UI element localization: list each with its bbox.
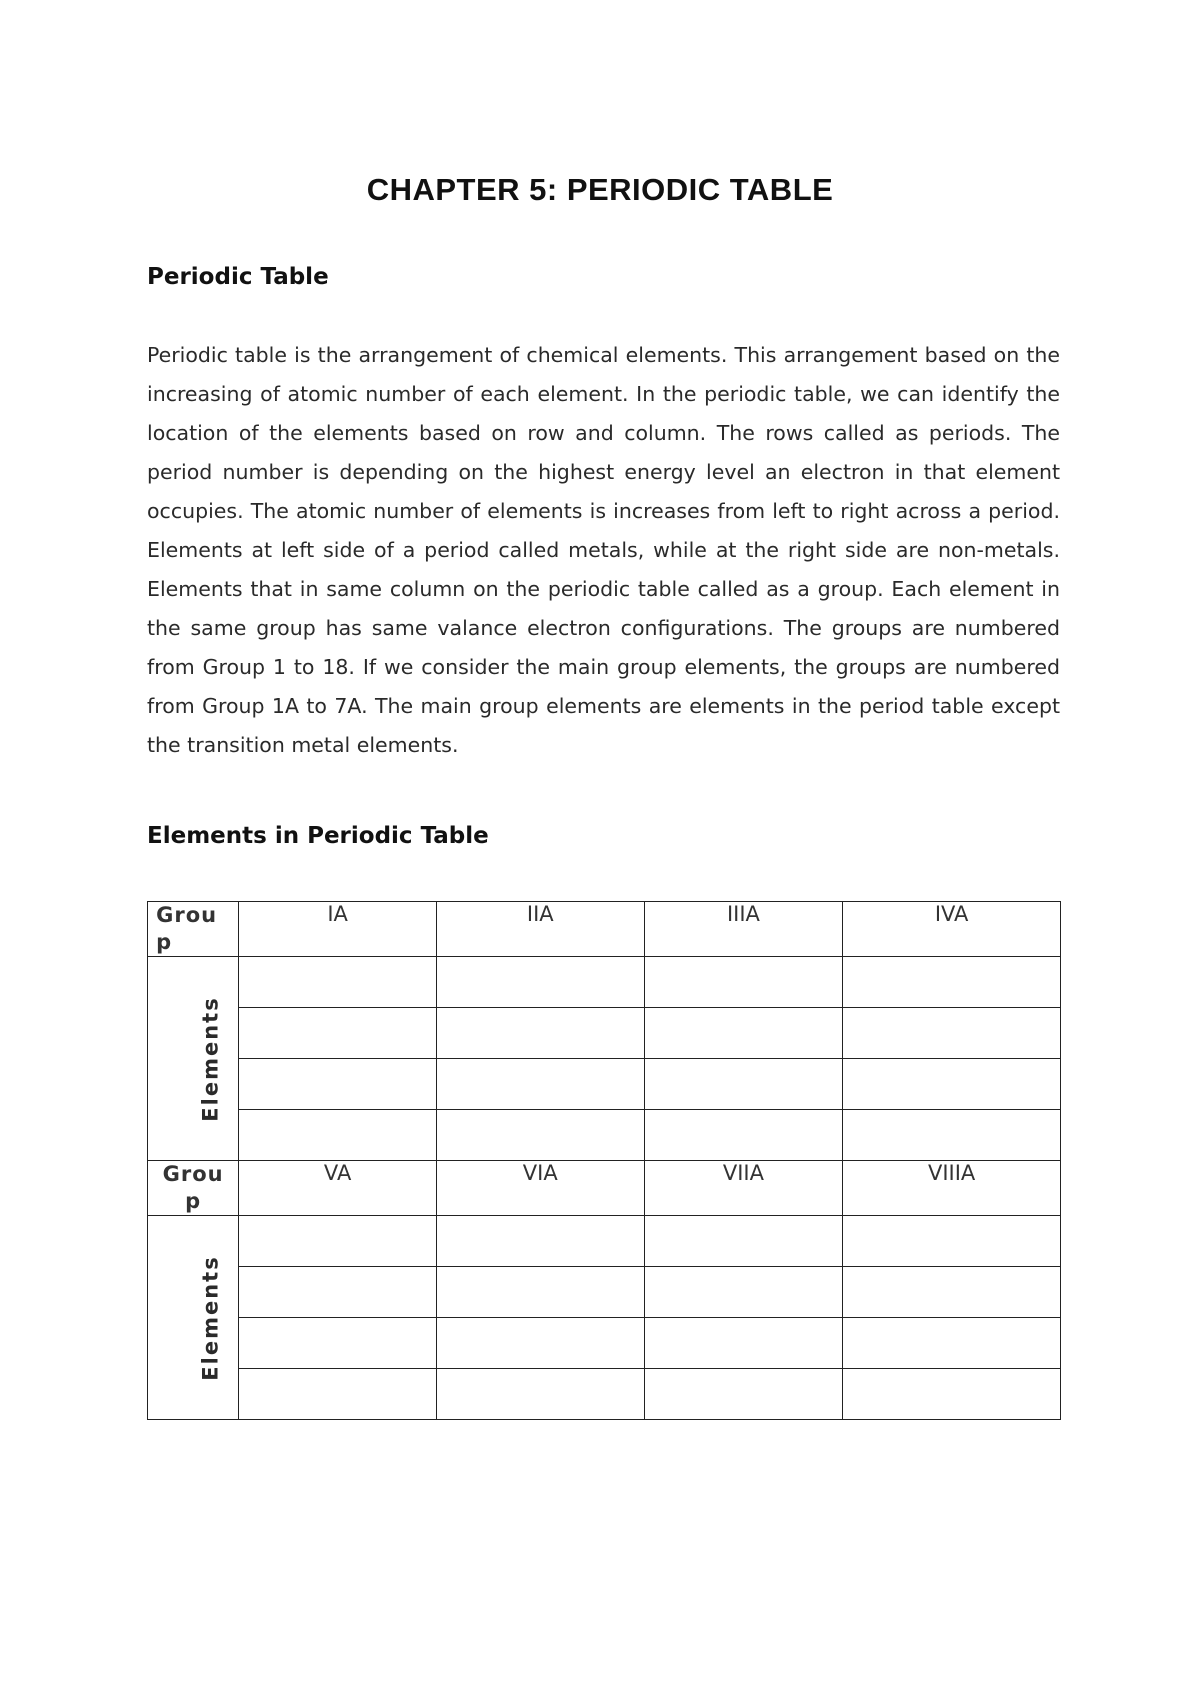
blank-entry-cell[interactable] xyxy=(843,1318,1061,1369)
table-row xyxy=(148,1318,1061,1369)
blank-entry-cell[interactable] xyxy=(239,1318,437,1369)
table-row xyxy=(148,1369,1061,1420)
blank-entry-cell[interactable] xyxy=(436,1267,644,1318)
group-label-text: Group xyxy=(162,1162,224,1213)
group-header-cell: IIA xyxy=(436,902,644,957)
blank-entry-cell[interactable] xyxy=(239,1216,437,1267)
table-row xyxy=(148,957,1061,1008)
blank-entry-cell[interactable] xyxy=(436,1369,644,1420)
blank-entry-cell[interactable] xyxy=(436,1110,644,1161)
elements-worksheet-table xyxy=(147,901,1061,1420)
table-row xyxy=(148,1059,1061,1110)
blank-entry-cell[interactable] xyxy=(644,957,843,1008)
table-row xyxy=(148,1267,1061,1318)
blank-entry-cell[interactable] xyxy=(843,1216,1061,1267)
blank-entry-cell[interactable] xyxy=(644,1008,843,1059)
group-header-cell: VA xyxy=(239,1161,437,1216)
table-row-group-header-top xyxy=(148,902,1061,957)
elements-label-cell xyxy=(148,957,239,1161)
group-header-cell: VIIA xyxy=(644,1161,843,1216)
group-label-text: Group xyxy=(156,903,218,954)
chapter-title: CHAPTER 5: PERIODIC TABLE xyxy=(366,172,834,207)
blank-entry-cell[interactable] xyxy=(239,1369,437,1420)
group-header-cell: IA xyxy=(239,902,437,957)
elements-label-text: Elements xyxy=(198,995,223,1122)
table-row xyxy=(148,1216,1061,1267)
group-label-cell xyxy=(148,1161,239,1216)
blank-entry-cell[interactable] xyxy=(239,1110,437,1161)
group-header-cell: VIA xyxy=(436,1161,644,1216)
group-label-cell xyxy=(148,902,239,957)
blank-entry-cell[interactable] xyxy=(644,1110,843,1161)
group-header-cell: IVA xyxy=(843,902,1061,957)
blank-entry-cell[interactable] xyxy=(843,1059,1061,1110)
group-header-cell: VIIIA xyxy=(843,1161,1061,1216)
periodic-table-paragraph: Periodic table is the arrangement of chemical elements. This arrangement based on the increasing of atomic number of each element. In the periodic table, we can identify the location of the elements based on row and column. The rows called as periods. The period number is depending on the highest energy level an electron in that element occupies. The atomic number of elements is increases from left to right across a period. Elements at left side of a period called metals, while at the right side are non-metals. Elements that in same column on the periodic table called as a group. Each element in the same group has same valance electron configurations. The groups are numbered from Group 1 to 18. If we consider the main group elements, the groups are numbered from Group 1A to 7A. The main group elements are elements in the period table except the transition metal elements. xyxy=(147,343,1060,757)
blank-entry-cell[interactable] xyxy=(644,1059,843,1110)
table-row xyxy=(148,1110,1061,1161)
group-header-cell: IIIA xyxy=(644,902,843,957)
blank-entry-cell[interactable] xyxy=(843,1267,1061,1318)
blank-entry-cell[interactable] xyxy=(436,1059,644,1110)
blank-entry-cell[interactable] xyxy=(239,1267,437,1318)
blank-entry-cell[interactable] xyxy=(644,1369,843,1420)
blank-entry-cell[interactable] xyxy=(436,957,644,1008)
blank-entry-cell[interactable] xyxy=(436,1008,644,1059)
blank-entry-cell[interactable] xyxy=(436,1318,644,1369)
blank-entry-cell[interactable] xyxy=(239,957,437,1008)
blank-entry-cell[interactable] xyxy=(644,1216,843,1267)
blank-entry-cell[interactable] xyxy=(239,1059,437,1110)
table-row xyxy=(148,1008,1061,1059)
blank-entry-cell[interactable] xyxy=(644,1267,843,1318)
blank-entry-cell[interactable] xyxy=(843,1008,1061,1059)
section-heading-elements: Elements in Periodic Table xyxy=(147,823,489,849)
elements-label-text: Elements xyxy=(198,1254,223,1381)
blank-entry-cell[interactable] xyxy=(843,1110,1061,1161)
blank-entry-cell[interactable] xyxy=(843,1369,1061,1420)
blank-entry-cell[interactable] xyxy=(239,1008,437,1059)
blank-entry-cell[interactable] xyxy=(843,957,1061,1008)
elements-label-cell xyxy=(148,1216,239,1420)
blank-entry-cell[interactable] xyxy=(644,1318,843,1369)
blank-entry-cell[interactable] xyxy=(436,1216,644,1267)
table-row-group-header-bottom xyxy=(148,1161,1061,1216)
section-heading-periodic-table: Periodic Table xyxy=(147,264,329,290)
